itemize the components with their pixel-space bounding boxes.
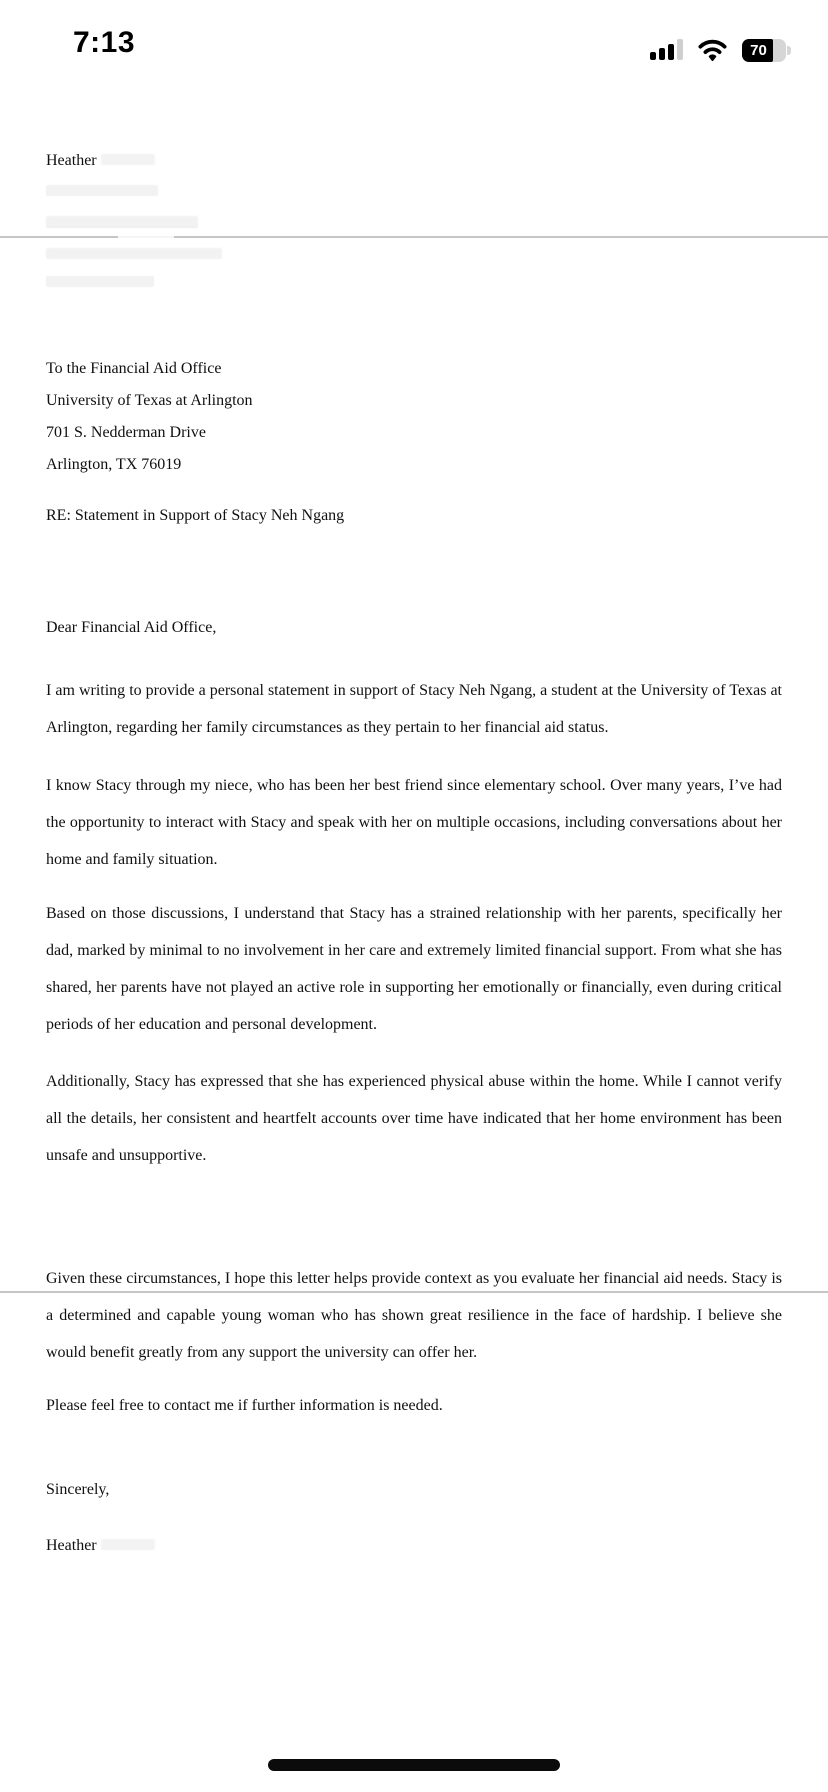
status-bar [0,0,828,100]
body-paragraph: Given these circumstances, I hope this letter helps provide context as you evaluate her financial aid needs. Stacy is a determined and capable young woman who has shown great resilience in the face of hardship. I believe she would benefit greatly from any support the university can offer her. [46,1270,782,1361]
recipient-line: To the Financial Aid Office [46,360,222,377]
home-indicator[interactable] [268,1759,560,1771]
recipient-line: University of Texas at Arlington [46,392,253,409]
redacted-surname [101,1539,155,1550]
subject-line: RE: Statement in Support of Stacy Neh Ngang [46,507,345,524]
body-paragraph: I know Stacy through my niece, who has been her best friend since elementary school. Over many years, I’ve had the opportunity to interact with Stacy and speak with her on multiple occasions, including conversations about her home and family situation. [46,777,782,868]
signature [46,1536,782,1556]
redacted-surname [101,154,155,165]
status-icons [650,36,786,62]
redaction-over-line [118,234,174,240]
sender-name [46,151,782,171]
clock: 7:13 [72,26,136,59]
body-paragraph: Based on those discussions, I understand that Stacy has a strained relationship with her parents, specifically her dad, marked by minimal to no involvement in her care and extremely limited financial support. From what she has shared, her parents have not played an active role in supporting her emotionally or financially, even during critical periods of her education and personal development. [46,905,782,1033]
recipient-address-block [46,353,782,481]
battery-icon [742,39,786,62]
cellular-signal-icon [650,36,683,62]
signature-name-text: Heather [46,1537,97,1554]
redacted-line [46,276,154,287]
battery-percent: 70 [750,42,767,59]
salutation: Dear Financial Aid Office, [46,619,217,636]
body-paragraph: Additionally, Stacy has expressed that she has experienced physical abuse within the home. While I cannot verify all the details, her consistent and heartfelt accounts over time have indicated that her home environment has been unsafe and unsupportive. [46,1073,782,1164]
recipient-line: 701 S. Nedderman Drive [46,424,206,441]
wifi-icon [697,38,728,62]
recipient-line: Arlington, TX 76019 [46,456,182,473]
battery-tip [787,46,791,55]
redacted-line [46,185,158,196]
closing: Sincerely, [46,1481,110,1498]
sender-name-text: Heather [46,152,97,169]
body-paragraph: I am writing to provide a personal statement in support of Stacy Neh Ngang, a student at the University of Texas at Arlington, regarding her family circumstances as they pertain to her financial aid status. [46,682,782,736]
body-paragraph: Please feel free to contact me if further information is needed. [46,1397,443,1414]
redacted-line [46,248,222,259]
redacted-line [46,216,198,228]
document-scroll-area[interactable] [0,100,828,1740]
